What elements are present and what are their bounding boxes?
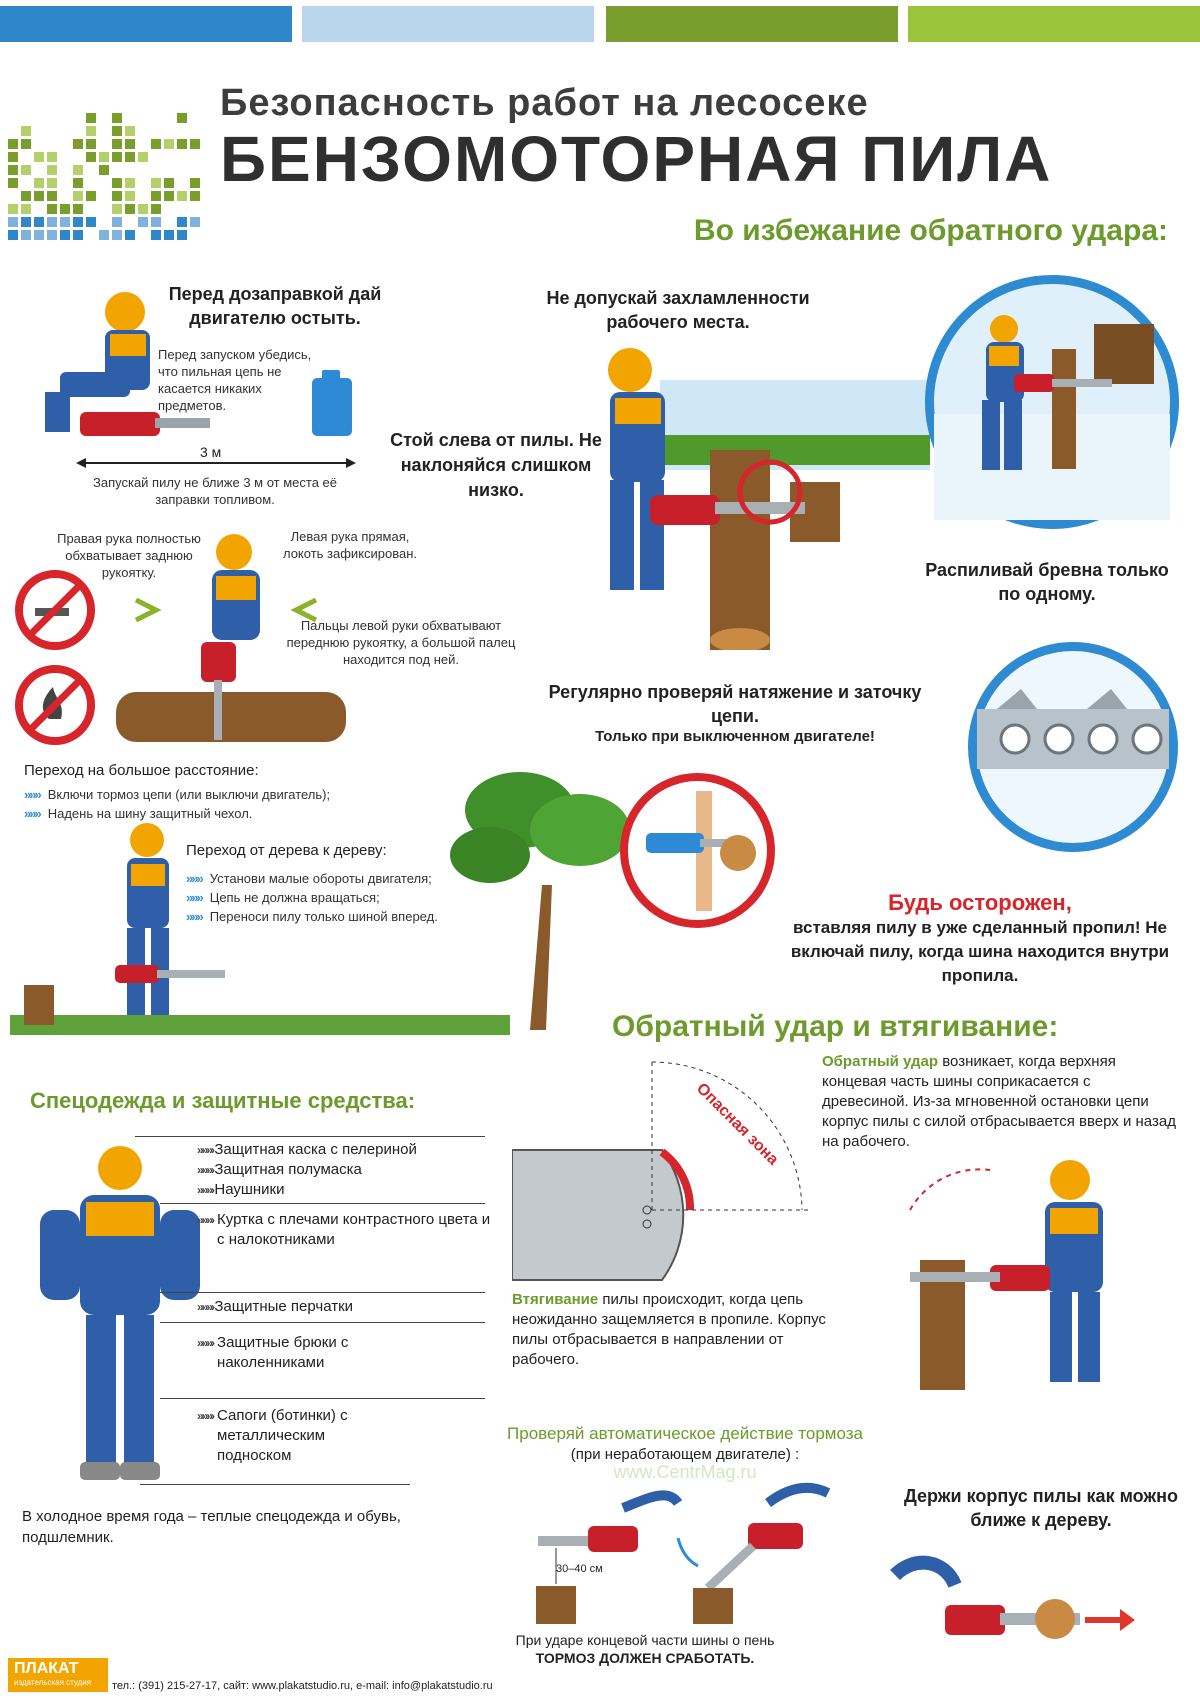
no-fire-icon [23,673,87,737]
ppe-item-trousers: »»»› Защитные брюки с наколенниками [197,1334,349,1371]
one-log-advice: Распиливай бревна только по одному. [925,560,1169,604]
chevron-icon: »»»› [197,1213,214,1227]
long-move-title: Переход на большое расстояние: [24,762,259,779]
watermark: www.CentrMag.ru [613,1462,757,1482]
poster-title: БЕНЗОМОТОРНАЯ ПИЛА [220,123,1053,195]
chevron-icon: »»»› [197,1409,214,1423]
list-item: »»» Переноси пилу только шиной вперед. [186,909,438,924]
one-log-circle [925,275,1179,529]
top-bar-green [606,6,898,42]
grass-strip [10,985,510,1035]
ppe-item-helmet: »»»› Защитная каска с пелериной [197,1141,417,1158]
chevron-icon: »»» [186,909,202,924]
chain-circle [968,642,1178,852]
saw-chain-illustration [977,651,1169,843]
divider [160,1322,485,1323]
brake-hit-note: При ударе концевой части шины о пень [515,1632,775,1648]
brake-test-subtitle: (при неработающем двигателе) : [570,1446,800,1463]
chevron-icon: »»» [24,806,40,821]
stump-height-label: 30–40 см [556,1563,603,1575]
distance-arrow [76,455,356,471]
worker-ppe-illustration [20,1140,220,1490]
engine-off-note: Только при выключенном двигателе! [595,728,875,745]
chevron-icon: »»»› [197,1336,214,1350]
list-item: »»» Установи малые обороты двигателя; [186,871,432,886]
chevron-icon: »»»› [197,1143,215,1157]
worker-one-log-illustration [934,284,1170,520]
brake-test-illustration [528,1478,858,1628]
chevron-icon: »»» [186,890,202,905]
kickback-avoid-heading: Во избежание обратного удара: [693,214,1168,247]
ppe-item-gloves: »»»› Защитные перчатки [197,1298,354,1315]
clutter-advice: Не допускай захламленности рабочего места. [546,288,810,332]
brake-must-note: ТОРМОЗ ДОЛЖЕН СРАБОТАТЬ. [535,1650,755,1666]
list-item: »»» Включи тормоз цепи (или выключи двигатель); [24,787,331,802]
fingers-grip-note: Пальцы левой руки обхватывают переднюю рукоятку, а большой палец находится под ней. [286,618,516,667]
careful-warning [770,890,1190,988]
pull-in-term: Втягивание [512,1291,599,1308]
fuel-canister-icon [308,368,356,438]
tree-move-title: Переход от дерева к дереву: [186,842,387,859]
chevron-icon: »»» [186,871,202,886]
kickback-heading: Обратный удар и втягивание: [612,1010,1059,1043]
kickback-term: Обратный удар [822,1053,939,1070]
publisher-logo [8,1658,108,1692]
kickback-explanation [822,1052,1177,1152]
worker-cutting-log-illustration [570,340,930,650]
pull-in-explanation [512,1290,852,1370]
careful-text: вставляя пилу в уже сделанный пропил! Не включай пилу, когда шина находится внутри пропила. [790,918,1170,985]
list-item: »»» Надень на шину защитный чехол. [24,806,253,821]
danger-zone-label: Опасная зона [692,1080,782,1169]
list-item: »»» Цепь не должна вращаться; [186,890,380,905]
chevron-icon: »»» [24,787,40,802]
kickback-text: возникает, когда верхняя концевая часть шины соприкасается с древесиной. Из-за мгновенной остановки цепи корпус пилы с силой отбрасывается вверх и назад на рабочего. [822,1053,1176,1150]
ppe-heading: Спецодежда и защитные средства: [30,1088,416,1113]
left-hand-grip-note: Левая рука прямая, локоть зафиксирован. [282,529,418,561]
pull-in-text: пилы происходит, когда цепь неожиданно защемляется в пропиле. Корпус пилы отбрасывается в направлении от рабочего. [512,1291,826,1368]
top-bar-lightgreen [908,6,1200,42]
divider [160,1398,485,1399]
refuel-check-note: Перед запуском убедись, что пильная цепь не касается никаких предметов. [158,347,312,413]
divider [160,1203,485,1204]
chevron-icon: »»»› [197,1300,215,1314]
worker-kickback-illustration [870,1150,1170,1400]
divider [135,1136,485,1137]
divider [160,1292,485,1293]
chain-check-advice: Регулярно проверяй натяжение и заточку цепи. [548,682,922,726]
careful-title: Будь осторожен, [888,890,1072,915]
insert-saw-warning-circle [620,773,775,928]
chevron-icon: »»»› [197,1163,215,1177]
contacts-line: тел.: (391) 215-27-17, сайт: www.plakatstudio.ru, e-mail: info@plakatstudio.ru [112,1680,493,1692]
top-bar-blue [0,6,292,42]
ppe-item-jacket: »»»› Куртка с плечами контрастного цвета и с налокотниками [197,1211,491,1248]
distance-label: 3 м [200,444,222,460]
ppe-item-boots: »»»› Сапоги (ботинки) с металлическим подноском [197,1407,348,1464]
hold-close-advice: Держи корпус пилы как можно ближе к дереву. [903,1486,1179,1530]
logo-text: ПЛАКАТ [14,1660,79,1677]
pixel-mosaic [8,48,216,258]
winter-note: В холодное время года – теплые спецодежда и обувь, подшлемник. [22,1508,401,1546]
hold-saw-close-illustration [885,1545,1135,1675]
top-bar-lightblue [302,6,594,42]
ppe-item-earmuffs: »»»› Наушники [197,1181,285,1198]
no-smoking-sign [15,570,95,650]
stand-left-advice: Стой слева от пилы. Не наклоняйся слишком низко. [390,430,602,500]
divider [140,1484,410,1485]
start-distance-rule: Запускай пилу не ближе 3 м от места её заправки топливом. [93,475,337,507]
refuel-title: Перед дозаправкой дай двигателю остыть. [168,284,382,328]
logo-subtext: издательская студия [14,1678,92,1687]
saw-in-cut-illustration [628,781,767,920]
no-smoking-icon [23,578,87,642]
ppe-item-face-shield: »»»› Защитная полумаска [197,1161,362,1178]
right-hand-grip-note: Правая рука полностью обхватывает заднюю рукоятку. [57,531,201,580]
poster-subtitle: Безопасность работ на лесосеке [220,82,869,124]
guide-bar-kickback-diagram [512,1060,812,1290]
long-move-list [24,784,424,824]
brake-test-title: Проверяй автоматическое действие тормоза [507,1424,863,1443]
no-open-flame-sign [15,665,95,745]
chevron-icon: »»»› [197,1183,215,1197]
